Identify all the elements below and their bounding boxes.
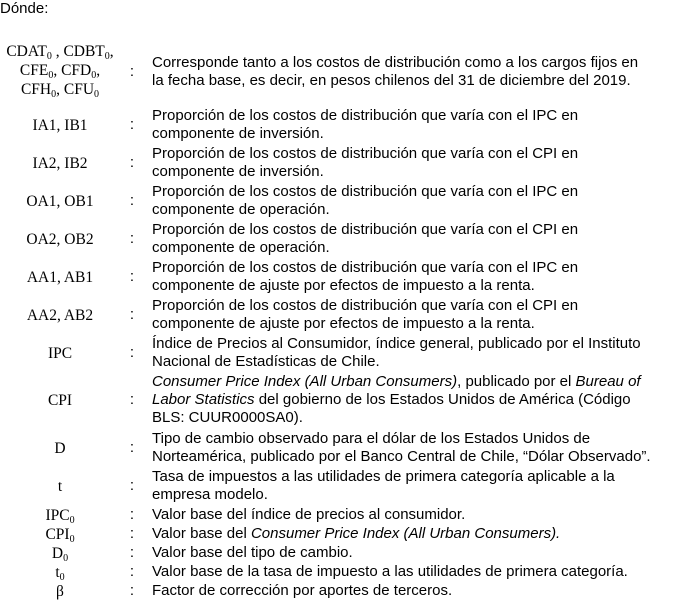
definition-text: Proporción de los costos de distribución que varía con el IPC en componente de operación. (152, 183, 579, 218)
definition-text: Corresponde tanto a los costos de distribución como a los cargos fijos en la fecha base, es decir, en pesos chilenos del 31 de diciembre del 2019. (152, 54, 639, 89)
definition-text: Tasa de impuestos a las utilidades de primera categoría aplicable a la empresa modelo. (152, 468, 615, 503)
symbol-ipc: IPC (47, 345, 73, 362)
symbol-d0: $D_0$ (51, 545, 69, 564)
definition-text: Tipo de cambio observado para el dólar de los Estados Unidos de Norteamérica, publicado por el Banco Central de Chile, “Dólar Observado”. (152, 430, 651, 465)
symbol-ia2-ib2: IA2, IB2 (32, 155, 88, 172)
colon: : (129, 230, 135, 247)
colon: : (129, 154, 135, 171)
symbol-oa2-ob2: OA2, OB2 (26, 231, 94, 248)
definition-text: Proporción de los costos de distribución que varía con el CPI en componente de operación. (152, 221, 579, 256)
colon: : (129, 344, 135, 361)
symbol-aa2-ab2: AA2, AB2 (26, 307, 94, 324)
colon: : (129, 306, 135, 323)
colon: : (129, 391, 135, 408)
definition-text: Proporción de los costos de distribución que varía con el IPC en componente de inversión. (152, 107, 579, 142)
symbol-ia1-ib1: IA1, IB1 (32, 117, 88, 134)
symbol-cpi0: $CPI_0$ (45, 526, 75, 545)
definition-text: Consumer Price Index (All Urban Consumers), publicado por el Bureau of Labor Statistics del gobierno de los Estados Unidos de América (Código BLS: CUUR0000SA0). (152, 373, 641, 426)
colon: : (129, 544, 135, 561)
definition-text: Proporción de los costos de distribución que varía con el CPI en componente de ajuste por efectos de impuesto a la renta. (152, 297, 579, 332)
colon: : (129, 477, 135, 494)
symbol-oa1-ob1: OA1, OB1 (26, 193, 94, 210)
colon: : (129, 525, 135, 542)
definition-text: Valor base del tipo de cambio. (152, 544, 353, 561)
definition-text: Valor base del índice de precios al consumidor. (152, 506, 466, 523)
heading-donde: Dónde: (0, 0, 49, 17)
symbol-ipc0: $IPC_0$ (45, 507, 75, 526)
colon: : (129, 268, 135, 285)
colon: : (129, 116, 135, 133)
colon: : (129, 506, 135, 523)
symbol-cpi: CPI (47, 392, 73, 409)
symbol-d: D (54, 440, 66, 457)
symbol-cost-base: $CDAT_0$ , $CDBT_0$, $CFE_0$, $CFD_0$, $CFH_0$, $CFU_0$ (6, 43, 114, 100)
definition-text: Valor base de la tasa de impuesto a las utilidades de primera categoría. (152, 563, 628, 580)
symbol-t0: $t_0$ (55, 564, 65, 583)
symbol-t: t (57, 478, 63, 495)
definition-text: Factor de corrección por aportes de terceros. (152, 582, 453, 599)
symbol-beta: β (56, 583, 64, 600)
definition-text: Proporción de los costos de distribución que varía con el CPI en componente de inversión. (152, 145, 579, 180)
colon: : (129, 439, 135, 456)
colon: : (129, 563, 135, 580)
colon: : (129, 192, 135, 209)
symbol-aa1-ab1: AA1, AB1 (26, 269, 94, 286)
definition-text: Proporción de los costos de distribución que varía con el IPC en componente de ajuste por efectos de impuesto a la renta. (152, 259, 579, 294)
definition-text: Valor base del Consumer Price Index (All Urban Consumers). (152, 525, 561, 542)
definition-text: Índice de Precios al Consumidor, índice general, publicado por el Instituto Nacional de Estadísticas de Chile. (152, 335, 641, 370)
colon: : (129, 582, 135, 599)
colon: : (129, 63, 135, 80)
